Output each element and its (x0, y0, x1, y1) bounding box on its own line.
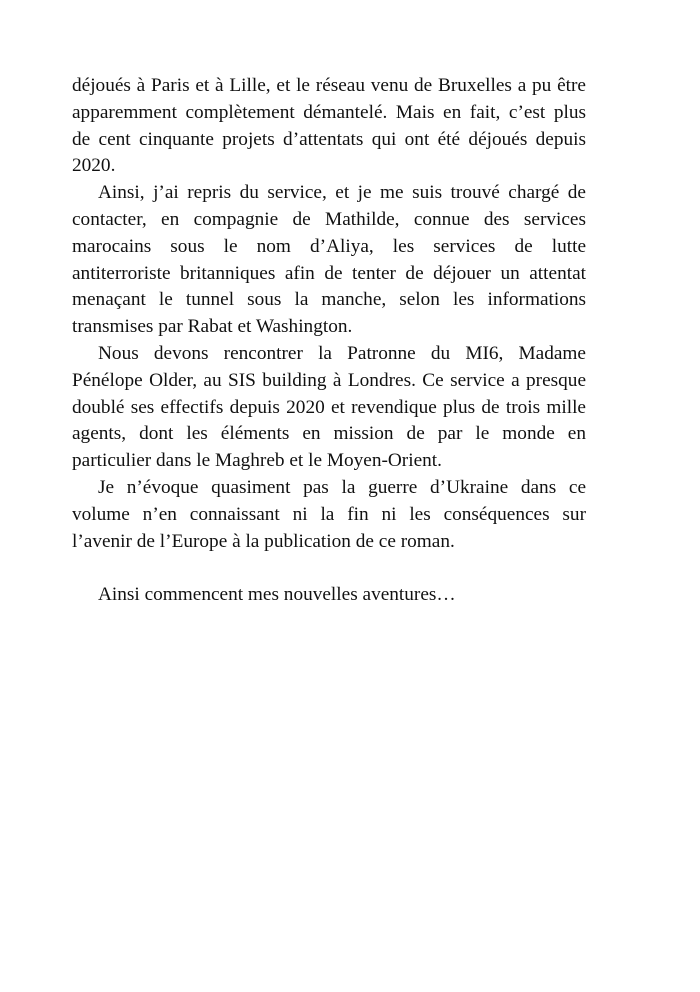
paragraph (72, 180, 586, 341)
text-line: volume n’en connaissant ni la fin ni les conséquences sur (72, 503, 586, 525)
paragraph (72, 73, 586, 180)
text-line: déjoués à Paris et à Lille, et le réseau venu de Bruxelles a pu être (72, 75, 586, 96)
blank-line (72, 555, 586, 582)
text-line: Ainsi, j’ai repris du service, et je me suis trouvé chargé de (98, 182, 586, 204)
text-line: doublé ses effectifs depuis 2020 et revendique plus de trois mille (72, 396, 586, 418)
text-line: Ainsi commencent mes nouvelles aventures… (98, 584, 456, 606)
closing-paragraph (72, 582, 586, 609)
text-line: apparemment complètement démantelé. Mais en fait, c’est plus (72, 101, 586, 123)
text-line: Pénélope Older, au SIS building à Londres. Ce service a presque (72, 369, 586, 391)
text-line: contacter, en compagnie de Mathilde, connue des services (72, 208, 586, 230)
text-line: de cent cinquante projets d’attentats qui ont été déjoués depuis (72, 128, 586, 150)
text-line: particulier dans le Maghreb et le Moyen-Orient. (72, 450, 442, 472)
text-line: menaçant le tunnel sous la manche, selon les informations (72, 289, 586, 311)
text-line: l’avenir de l’Europe à la publication de ce roman. (72, 530, 455, 552)
page-body (72, 73, 586, 609)
text-line: marocains sous le nom d’Aliya, les services de lutte (72, 235, 586, 257)
text-line: Je n’évoque quasiment pas la guerre d’Ukraine dans ce (98, 476, 586, 498)
text-line: transmises par Rabat et Washington. (72, 316, 353, 338)
paragraph (72, 341, 586, 475)
text-line: antiterroriste britanniques afin de tenter de déjouer un attentat (72, 262, 586, 284)
text-line: agents, dont les éléments en mission de par le monde en (72, 423, 586, 445)
text-line: 2020. (72, 155, 116, 177)
paragraph (72, 475, 586, 555)
text-line: Nous devons rencontrer la Patronne du MI6, Madame (98, 342, 586, 364)
